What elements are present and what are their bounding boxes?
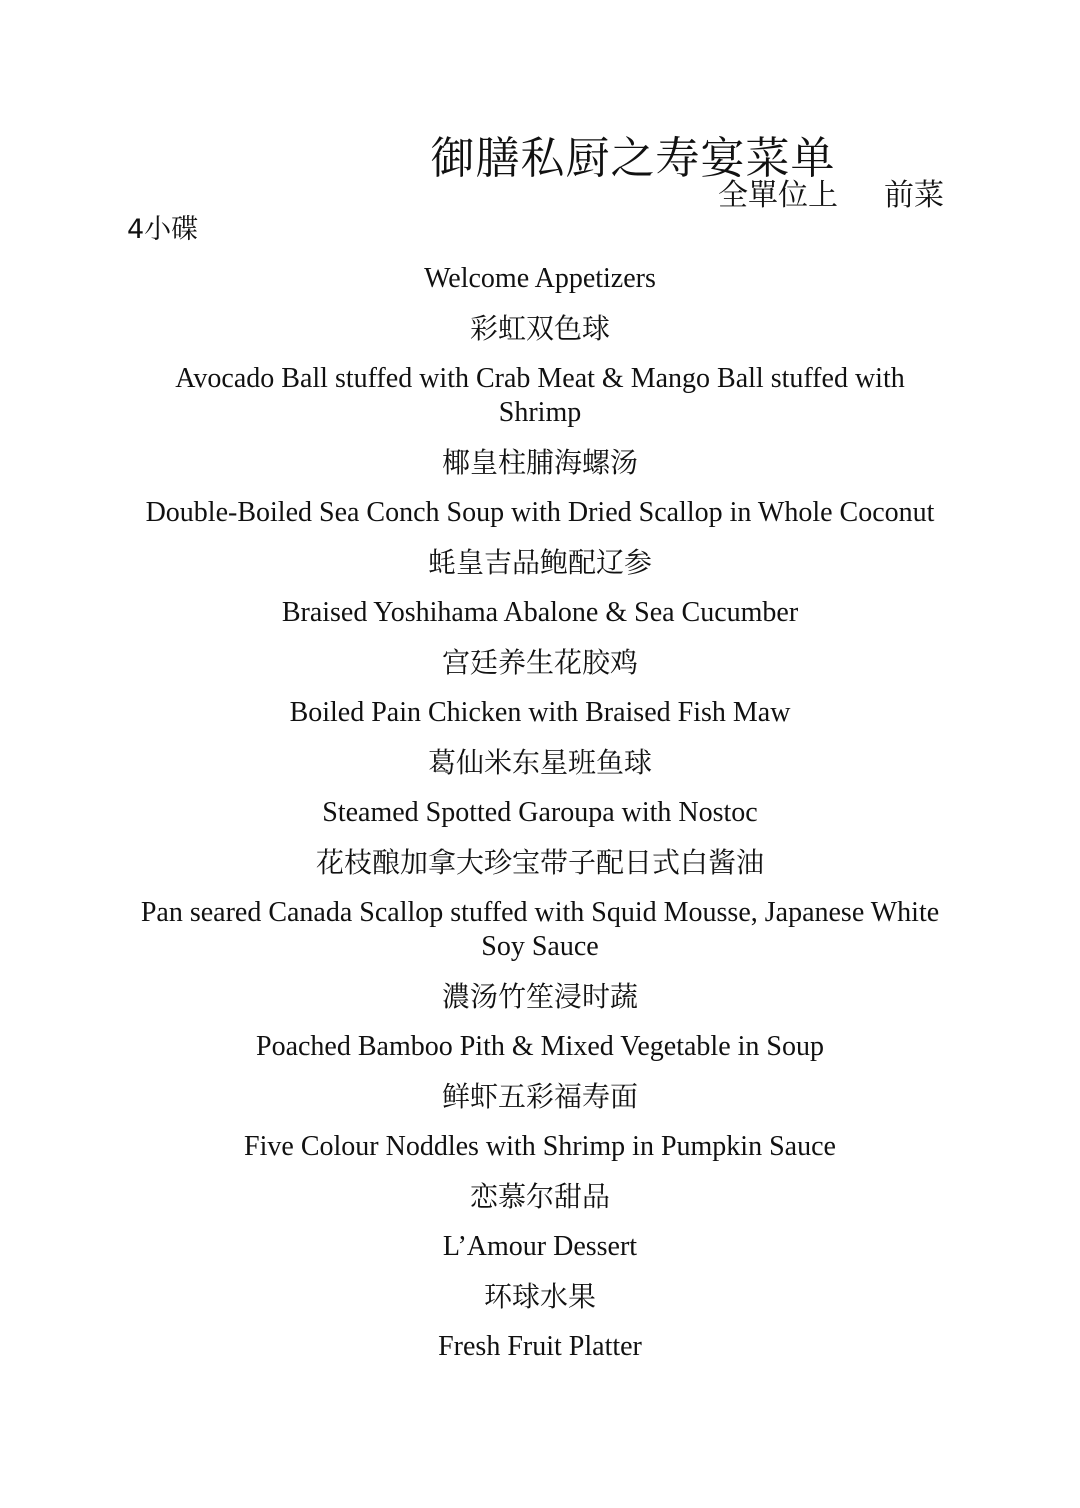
dish-name-zh: 葛仙米东星班鱼球: [427, 746, 652, 779]
dish-name-en: Braised Yoshihama Abalone & Sea Cucumber: [281, 597, 799, 628]
dish-name-zh: 蚝皇吉品鲍配辽参: [427, 546, 652, 579]
dish-name-en: Avocado Ball stuffed with Crab Meat & Mango Ball stuffed with Shrimp: [175, 363, 905, 428]
welcome-appetizers: Welcome Appetizers: [424, 263, 656, 294]
dish-name-en: Double-Boiled Sea Conch Soup with Dried Scallop in Whole Coconut: [145, 497, 935, 528]
dish-name-en: Five Colour Noddles with Shrimp in Pumpkin Sauce: [244, 1131, 836, 1162]
dish-name-zh: 环球水果: [483, 1280, 596, 1313]
appetizer-count: 4小碟: [127, 214, 199, 245]
dish-name-zh: 椰皇柱脯海螺汤: [441, 446, 638, 479]
dish-name-zh: 宫廷养生花胶鸡: [441, 646, 638, 679]
dish-name-en: L’Amour Dessert: [442, 1231, 638, 1262]
menu-title: 御膳私厨之寿宴菜单: [430, 133, 836, 185]
service-note: 全單位上: [718, 178, 838, 213]
dish-name-zh: 花枝酿加拿大珍宝带子配日式白酱油: [315, 846, 764, 879]
dish-name-zh: 恋慕尔甜品: [469, 1180, 610, 1213]
service-course-header: [718, 176, 944, 216]
course-label: 前菜: [884, 178, 944, 213]
dish-name-en: Fresh Fruit Platter: [438, 1331, 642, 1362]
dish-name-zh: 彩虹双色球: [469, 312, 610, 345]
dish-name-en: Steamed Spotted Garoupa with Nostoc: [322, 797, 758, 828]
dish-name-en: Poached Bamboo Pith & Mixed Vegetable in Soup: [256, 1031, 824, 1062]
dish-name-en: Boiled Pain Chicken with Braised Fish Maw: [289, 697, 791, 728]
dish-name-zh: 鲜虾五彩福寿面: [441, 1080, 638, 1113]
dish-name-en: Pan seared Canada Scallop stuffed with Squid Mousse, Japanese White Soy Sauce: [140, 897, 940, 962]
dish-list: [140, 262, 940, 1378]
dish-name-zh: 濃汤竹笙浸时蔬: [441, 980, 638, 1013]
